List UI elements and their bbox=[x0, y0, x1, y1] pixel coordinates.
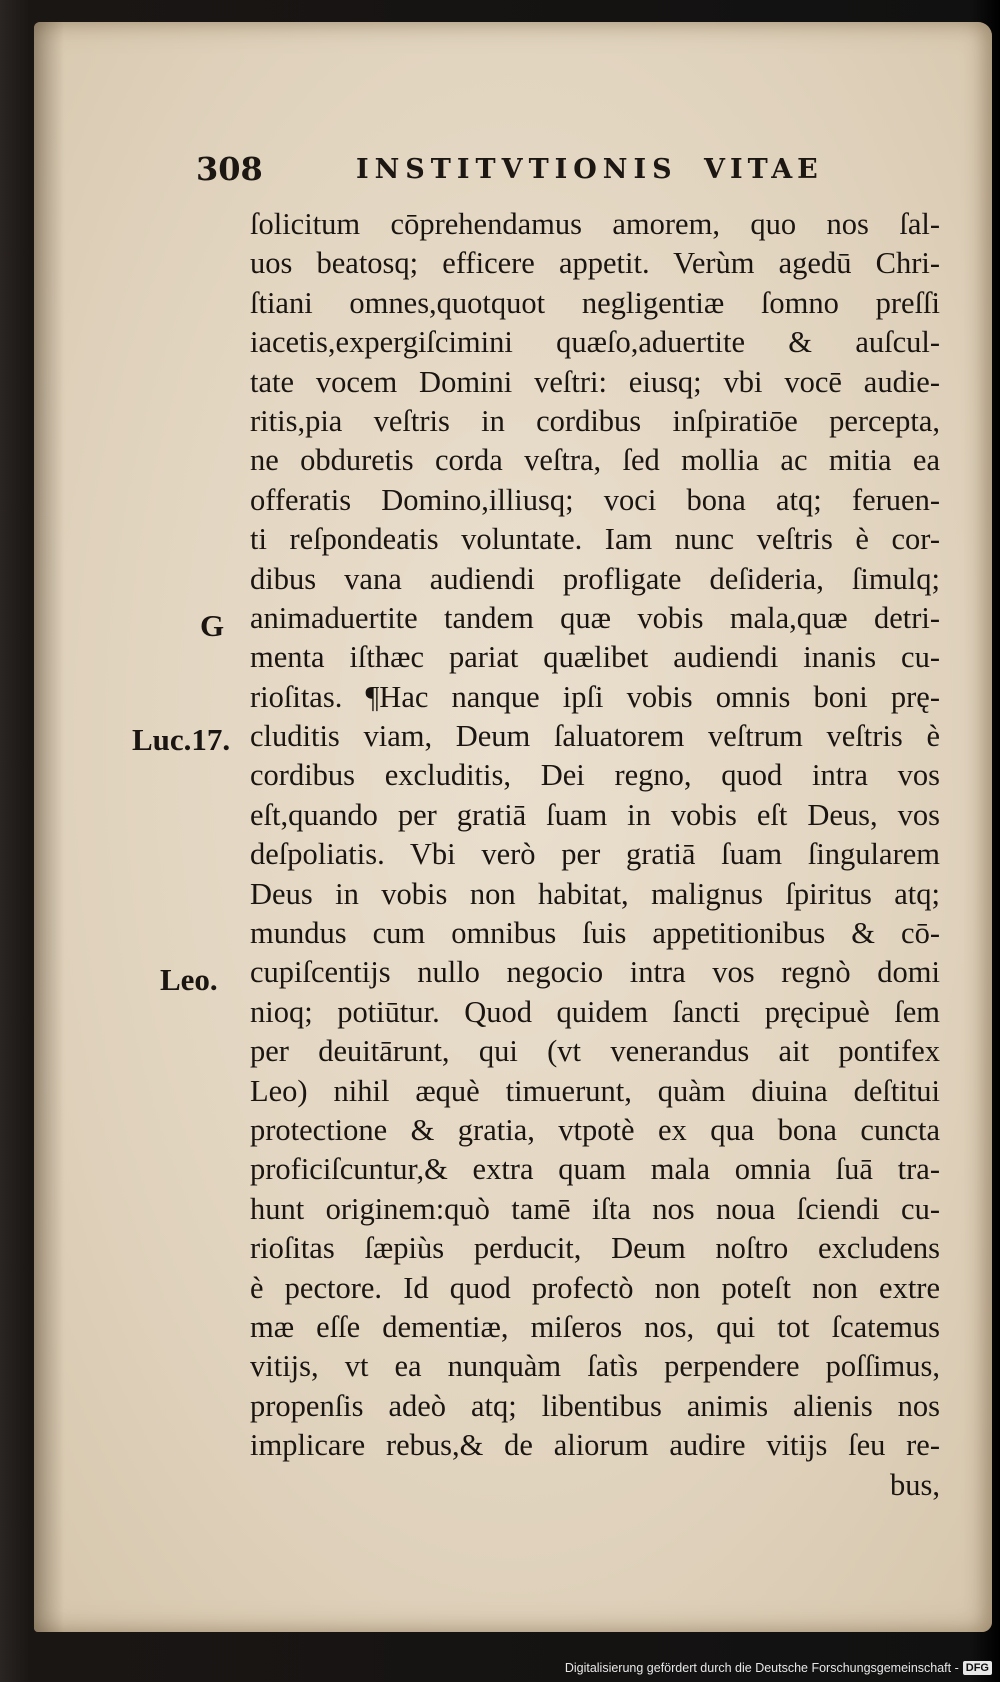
text-line: eſt,quando per gratiā ſuam in vobis eſt Deus, vos bbox=[250, 797, 940, 832]
text-line: deſpoliatis. Vbi verò per gratiā ſuam ſingularem bbox=[250, 837, 940, 872]
text-line: rioſitas. ¶Hac nanque ipſi vobis omnis boni prę- bbox=[250, 679, 940, 714]
body-text bbox=[250, 205, 940, 1505]
text-line: vitijs, vt ea nunquàm ſatìs perpendere poſſimus, bbox=[250, 1349, 940, 1384]
text-line: cupiſcentijs nullo negocio intra vos regnò domi bbox=[250, 955, 940, 990]
text-line: dibus vana audiendi profligate deſideria, ſimulq; bbox=[250, 561, 940, 596]
text-line: cluditis viam, Deum ſaluatorem veſtrum veſtris è bbox=[250, 719, 940, 754]
page-number: 308 bbox=[196, 150, 263, 188]
text-line: propenſis adeò atq; libentibus animis alienis nos bbox=[250, 1388, 940, 1423]
text-line: tate vocem Domini veſtri: eiusq; vbi vocē audie- bbox=[250, 364, 940, 399]
text-line: menta iſthæc pariat quælibet audiendi inanis cu- bbox=[250, 640, 940, 675]
dfg-logo-icon: DFG bbox=[963, 1661, 992, 1675]
text-line: ſtiani omnes,quotquot negligentiæ ſomno preſſi bbox=[250, 285, 940, 320]
running-title: INSTITVTIONIS bbox=[356, 154, 678, 185]
text-line: animaduertite tandem quæ vobis mala,quæ detri- bbox=[250, 600, 940, 635]
text-line: mundus cum omnibus ſuis appetitionibus & cō- bbox=[250, 916, 940, 951]
running-head bbox=[196, 150, 856, 200]
text-line: Deus in vobis non habitat, malignus ſpiritus atq; bbox=[250, 876, 940, 911]
text-line: uos beatosq; efficere appetit. Verùm agedū Chri- bbox=[250, 246, 940, 281]
text-line: iacetis,expergiſcimini quæſo,aduertite & auſcul- bbox=[250, 325, 940, 360]
text-line: è pectore. Id quod profectò non poteſt non extre bbox=[250, 1270, 940, 1305]
spine-shadow bbox=[34, 22, 64, 1632]
text-line: hunt originem:quò tamē iſta nos noua ſciendi cu- bbox=[250, 1191, 940, 1226]
margin-reference-luke: Luc.17. bbox=[132, 722, 231, 757]
text-line: ritis,pia veſtris in cordibus inſpiratiōe percepta, bbox=[250, 403, 940, 438]
text-line: cordibus excluditis, Dei regno, quod intra vos bbox=[250, 758, 940, 793]
text-line: mæ eſſe dementiæ, miſeros nos, qui tot ſcatemus bbox=[250, 1309, 940, 1344]
text-line: ne obduretis corda veſtra, ſed mollia ac mitia ea bbox=[250, 443, 940, 478]
text-line: Leo) nihil æquè timuerunt, quàm diuina deſtitui bbox=[250, 1073, 940, 1108]
margin-section-letter: G bbox=[200, 608, 225, 643]
text-line: per deuitārunt, qui (vt venerandus ait pontifex bbox=[250, 1034, 940, 1069]
text-line: ſolicitum cōprehendamus amorem, quo nos ſal- bbox=[250, 207, 940, 241]
text-line: protectione & gratia, vtpotè ex qua bona cuncta bbox=[250, 1112, 940, 1147]
digitization-footer bbox=[565, 1657, 992, 1679]
text-line: nioq; potiūtur. Quod quidem ſancti pręcipuè ſem bbox=[250, 994, 940, 1029]
margin-reference-leo: Leo. bbox=[160, 962, 218, 997]
text-line: implicare rebus,& de aliorum audire vitijs ſeu re- bbox=[250, 1428, 940, 1463]
text-line: bus, bbox=[890, 1467, 940, 1502]
text-line: rioſitas ſæpiùs perducit, Deum noſtro excludens bbox=[250, 1231, 940, 1266]
running-title-continued: VITAE bbox=[704, 154, 823, 185]
text-line: offeratis Domino,illiusq; voci bona atq; feruen- bbox=[250, 482, 940, 517]
text-line: proficiſcuntur,& extra quam mala omnia ſuā tra- bbox=[250, 1152, 940, 1187]
footer-credit: Digitalisierung gefördert durch die Deutsche Forschungsgemeinschaft - bbox=[564, 1661, 959, 1675]
text-line: ti reſpondeatis voluntate. Iam nunc veſtris è cor- bbox=[250, 522, 940, 557]
